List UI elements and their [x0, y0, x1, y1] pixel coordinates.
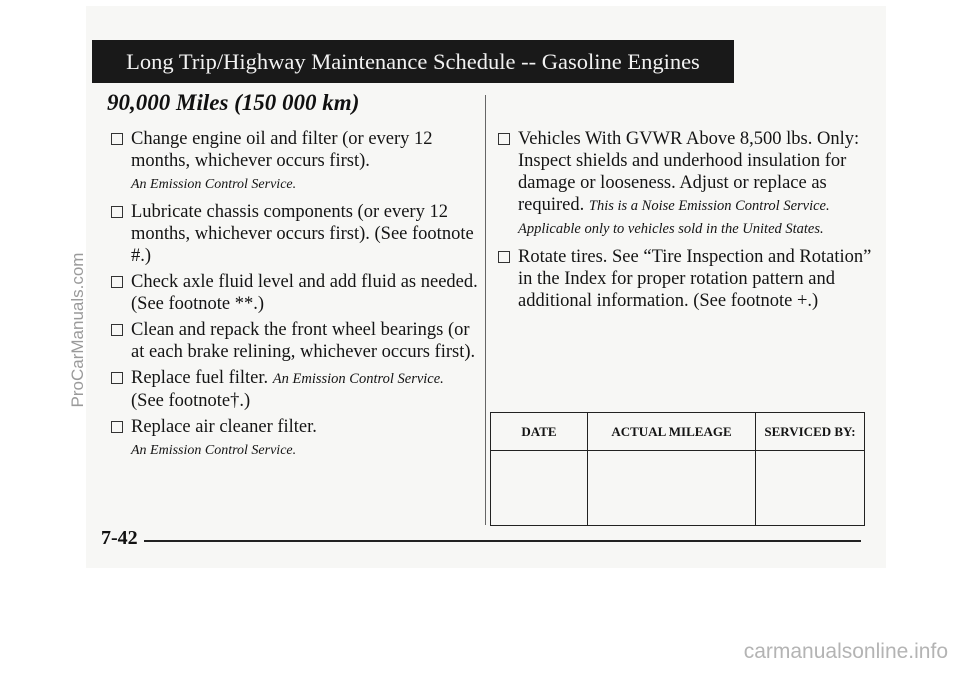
checklist-item-axle: Check axle fluid level and add fluid as needed. (See footnote **.): [110, 271, 480, 315]
section-banner: Long Trip/Highway Maintenance Schedule -- Gasoline Engines: [92, 40, 734, 83]
noise-emission-note: This is a Noise Emission Control Service. Applicable only to vehicles sold in the United States.: [518, 198, 830, 237]
right-column: [497, 128, 877, 316]
checklist-item-shields: Vehicles With GVWR Above 8,500 lbs. Only: Inspect shields and underhood insulation for damage or looseness. Adjust or replace as required. This is a Noise Emission Control Service. Applicable only to vehicles sold in the United States.: [497, 128, 877, 240]
date-entry-cell[interactable]: [491, 451, 588, 525]
checkbox-icon[interactable]: [111, 276, 123, 288]
emission-note: An Emission Control Service.: [131, 177, 297, 192]
side-watermark: ProCarManuals.com: [68, 252, 87, 408]
footer-rule: [144, 540, 861, 542]
corner-watermark[interactable]: carmanualsonline.info: [743, 640, 948, 663]
checkbox-icon[interactable]: [111, 324, 123, 336]
checklist-item-tires: Rotate tires. See “Tire Inspection and Rotation” in the Index for proper rotation pattern and additional information. (See footnote +.): [497, 246, 877, 312]
column-header-date: DATE: [491, 413, 588, 451]
checkbox-icon[interactable]: [111, 133, 123, 145]
column-header-serviced-by: SERVICED BY:: [756, 413, 864, 451]
checklist-item-chassis: Lubricate chassis components (or every 12 months, whichever occurs first). (See footnote #.): [110, 201, 480, 267]
service-record-table: [490, 412, 865, 526]
checklist-item-fuel-filter: Replace fuel filter. An Emission Control Service. (See footnote†.): [110, 367, 480, 412]
checkbox-icon[interactable]: [498, 133, 510, 145]
serviced-by-entry-cell[interactable]: [756, 451, 864, 525]
emission-note: An Emission Control Service.: [131, 443, 297, 458]
checkbox-icon[interactable]: [111, 372, 123, 384]
column-header-mileage: ACTUAL MILEAGE: [588, 413, 756, 451]
checklist-item-air-filter: Replace air cleaner filter.: [110, 416, 480, 438]
checkbox-icon[interactable]: [111, 421, 123, 433]
left-column: [110, 128, 480, 467]
checklist-item-bearings: Clean and repack the front wheel bearings (or at each brake relining, whichever occurs first).: [110, 319, 480, 363]
mileage-heading: 90,000 Miles (150 000 km): [107, 90, 360, 115]
column-divider: [485, 95, 486, 525]
checkbox-icon[interactable]: [498, 251, 510, 263]
checkbox-icon[interactable]: [111, 206, 123, 218]
checklist-item-oil: Change engine oil and filter (or every 12 months, whichever occurs first).: [110, 128, 480, 172]
mileage-entry-cell[interactable]: [588, 451, 756, 525]
page-number: 7-42: [101, 527, 138, 549]
emission-note: An Emission Control Service.: [272, 371, 444, 387]
